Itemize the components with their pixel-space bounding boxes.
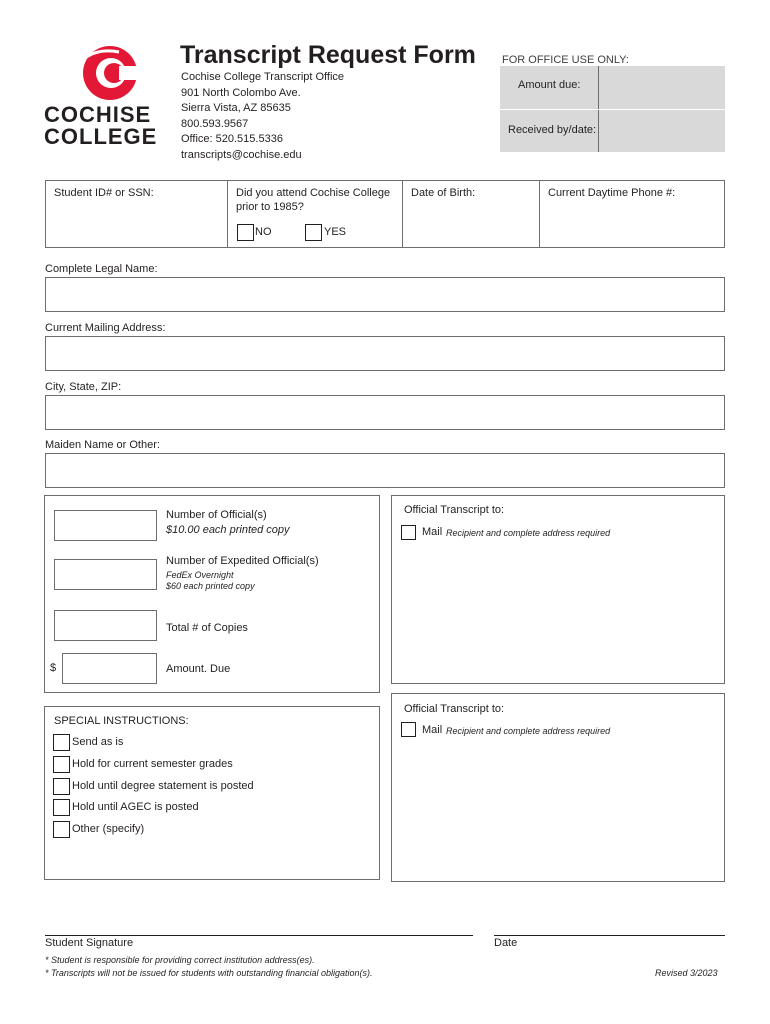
office-use-box	[500, 66, 725, 152]
revised-date: Revised 3/2023	[655, 968, 718, 978]
phone-cell[interactable]	[539, 180, 725, 248]
maiden-name-input[interactable]	[45, 453, 725, 488]
cochise-c-logo-icon	[79, 44, 141, 102]
official-transcript-heading: Official Transcript to:	[404, 504, 505, 516]
mail-label: Mail	[422, 724, 443, 736]
order-box	[44, 495, 380, 693]
officials-label: Number of Official(s)	[166, 509, 267, 521]
legal-name-input[interactable]	[45, 277, 725, 312]
footnote: * Student is responsible for providing correct institution address(es).	[45, 955, 315, 965]
expedited-note-fedex: FedEx Overnight	[166, 570, 234, 580]
maiden-name-label: Maiden Name or Other:	[45, 439, 160, 451]
official-transcript-box-1[interactable]	[391, 495, 725, 684]
no-checkbox[interactable]	[237, 224, 254, 241]
student-id-label: Student ID# or SSN:	[54, 187, 154, 199]
other-checkbox[interactable]	[53, 821, 70, 838]
address-line: Cochise College Transcript Office	[181, 71, 345, 83]
dob-cell[interactable]	[402, 180, 540, 248]
date-line[interactable]	[494, 935, 725, 936]
send-as-is-checkbox[interactable]	[53, 734, 70, 751]
signature-line[interactable]	[45, 935, 473, 936]
legal-name-label: Complete Legal Name:	[45, 263, 158, 275]
mailing-address-input[interactable]	[45, 336, 725, 371]
mail-note: Recipient and complete address required	[446, 726, 611, 736]
mail-note: Recipient and complete address required	[446, 528, 611, 538]
expedited-note-price: $60 each printed copy	[166, 581, 255, 591]
expedited-count-input[interactable]	[54, 559, 157, 590]
date-label: Date	[494, 937, 518, 949]
address-line: 800.593.9567	[181, 117, 249, 130]
logo-cochise: COCHISE	[44, 102, 152, 127]
address-line: Office: 520.515.5336	[181, 133, 283, 145]
total-copies-label: Total # of Copies	[166, 622, 248, 634]
mail-label: Mail	[422, 526, 443, 538]
student-id-cell[interactable]	[45, 180, 228, 248]
special-instructions-heading: SPECIAL INSTRUCTIONS:	[54, 715, 189, 727]
total-copies-input[interactable]	[54, 610, 157, 641]
address-line: Sierra Vista, AZ 85635	[181, 102, 291, 114]
hold-agec-checkbox[interactable]	[53, 799, 70, 816]
city-state-zip-label: City, State, ZIP:	[45, 381, 122, 393]
city-state-zip-input[interactable]	[45, 395, 725, 430]
no-label: NO	[255, 226, 272, 238]
expedited-label: Number of Expedited Official(s)	[166, 555, 319, 567]
page-title: Transcript Request Form	[180, 41, 476, 69]
dob-label: Date of Birth:	[411, 187, 476, 199]
amount-due-input[interactable]	[62, 653, 157, 684]
footnote: * Transcripts will not be issued for students with outstanding financial obligation(s).	[45, 968, 373, 978]
officials-price: $10.00 each printed copy	[166, 524, 290, 536]
currency-symbol: $	[50, 662, 57, 674]
yes-checkbox[interactable]	[305, 224, 322, 241]
signature-label: Student Signature	[45, 937, 134, 949]
mailing-address-label: Current Mailing Address:	[45, 322, 166, 334]
college-logo	[44, 44, 174, 148]
address-line: 901 North Colombo Ave.	[181, 86, 301, 99]
hold-semester-checkbox[interactable]	[53, 756, 70, 773]
amount-due-label: Amount. Due	[166, 663, 231, 675]
mail-checkbox[interactable]	[401, 722, 416, 737]
hold-degree-checkbox[interactable]	[53, 778, 70, 795]
officials-count-input[interactable]	[54, 510, 157, 541]
option-label: Hold until AGEC is posted	[72, 801, 199, 813]
email-link[interactable]: transcripts@cochise.edu	[181, 148, 302, 161]
option-label: Hold for current semester grades	[72, 758, 233, 770]
official-transcript-box-2[interactable]	[391, 693, 725, 882]
option-label: Send as is	[72, 736, 124, 748]
office-address	[181, 70, 344, 163]
option-label: Other (specify)	[72, 823, 145, 835]
special-instructions-box	[44, 706, 380, 880]
official-transcript-heading: Official Transcript to:	[404, 703, 505, 715]
yes-label: YES	[324, 226, 347, 238]
option-label: Hold until degree statement is posted	[72, 780, 254, 792]
amount-due-label: Amount due:	[518, 79, 581, 91]
phone-label: Current Daytime Phone #:	[548, 187, 676, 199]
attended-question: Did you attend Cochise College prior to 1985?	[236, 187, 391, 213]
logo-college: COLLEGE	[44, 124, 158, 149]
mail-checkbox[interactable]	[401, 525, 416, 540]
attended-cell	[227, 180, 403, 248]
office-use-heading: FOR OFFICE USE ONLY:	[502, 54, 629, 66]
received-label: Received by/date:	[508, 124, 597, 136]
